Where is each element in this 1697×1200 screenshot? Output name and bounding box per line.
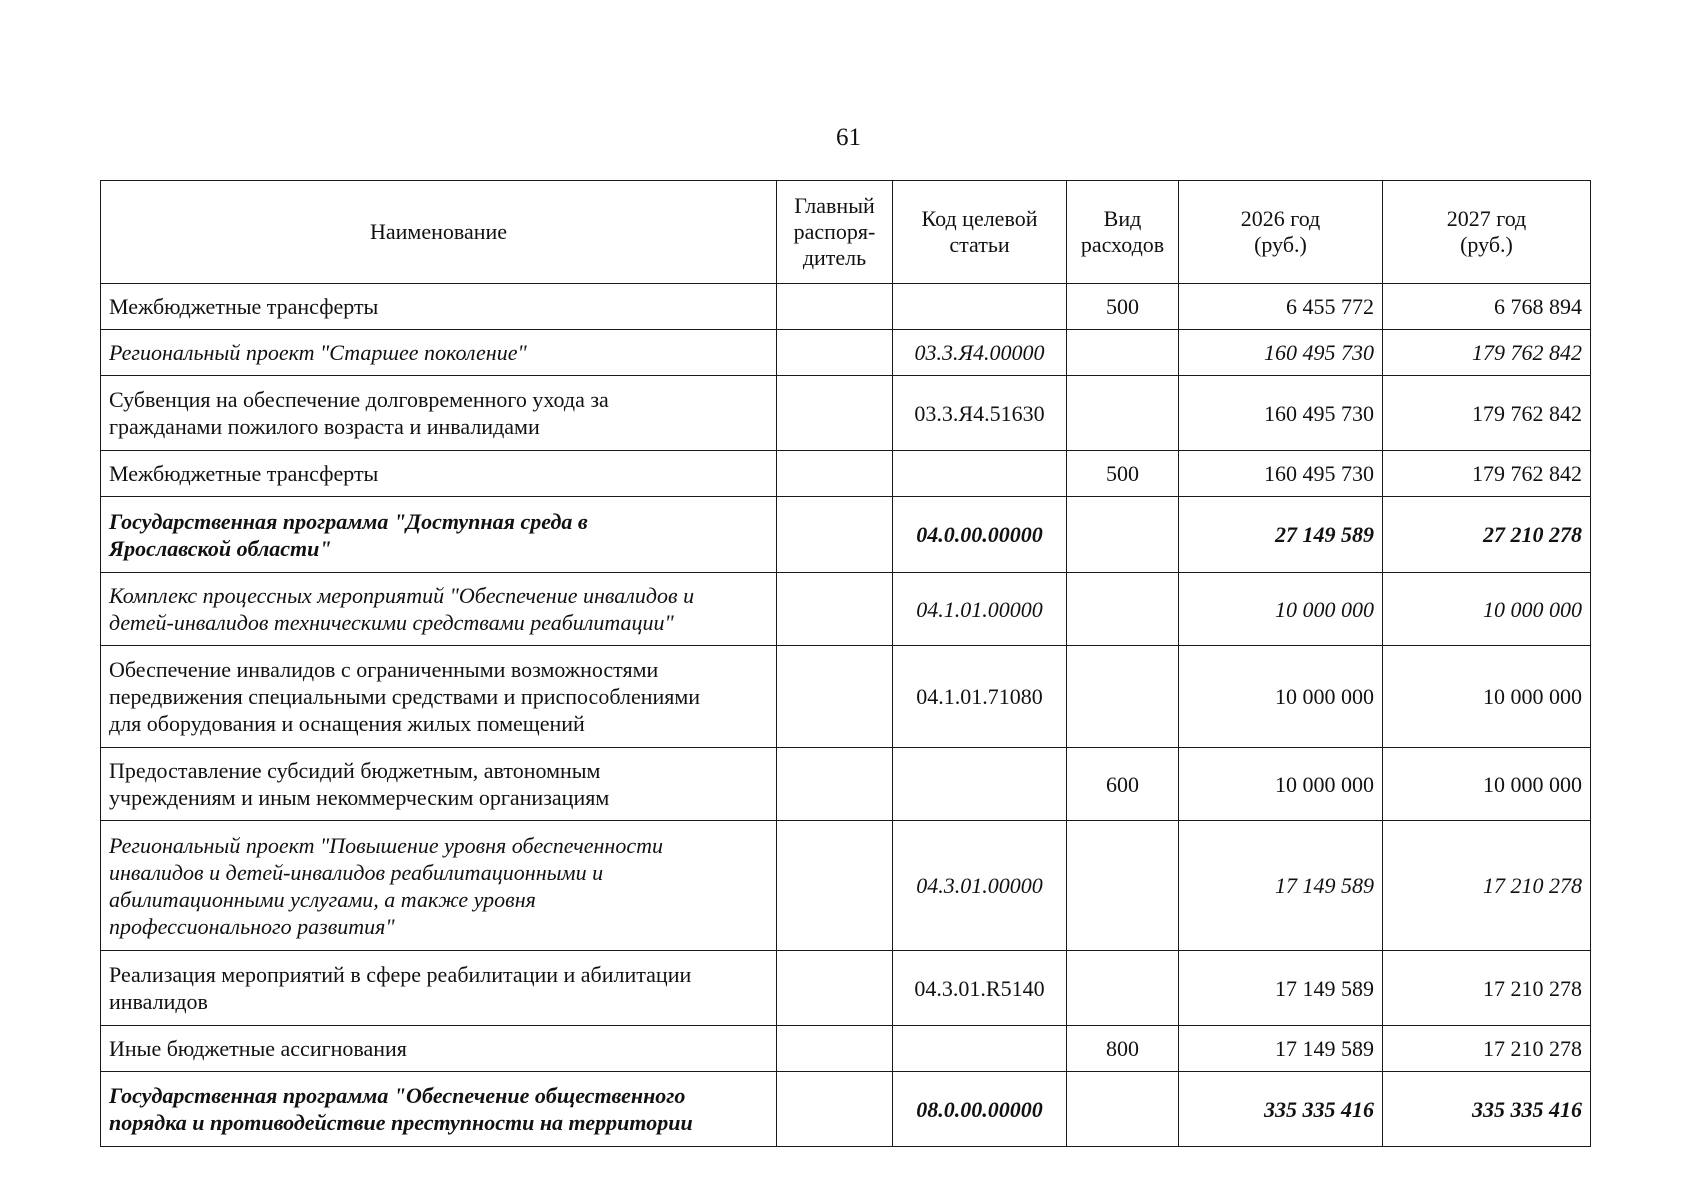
column-header-2027: 2027 год (руб.): [1383, 181, 1591, 284]
row-code: [893, 1026, 1067, 1072]
row-amount-2027: 10 000 000: [1383, 646, 1591, 748]
row-expense-type: [1067, 573, 1179, 646]
row-name: Субвенция на обеспечение долговременного ухода за гражданами пожилого возраста и инвалидами: [101, 376, 777, 451]
row-name: Межбюджетные трансферты: [101, 284, 777, 330]
row-code: 04.0.00.00000: [893, 497, 1067, 573]
table-row: [101, 646, 1591, 748]
row-amount-2026: 10 000 000: [1179, 748, 1383, 821]
row-name: Государственная программа "Доступная среда в Ярославской области": [101, 497, 777, 573]
row-name: Государственная программа "Обеспечение общественного порядка и противодействие преступности на территории: [101, 1072, 777, 1147]
row-manager: [777, 1026, 893, 1072]
row-amount-2026: 17 149 589: [1179, 951, 1383, 1026]
row-amount-2027: 17 210 278: [1383, 951, 1591, 1026]
table-row: [101, 821, 1591, 951]
row-amount-2026: 10 000 000: [1179, 646, 1383, 748]
row-name: Реализация мероприятий в сфере реабилитации и абилитации инвалидов: [101, 951, 777, 1026]
table-header-row: [101, 181, 1591, 284]
row-code: 04.3.01.00000: [893, 821, 1067, 951]
column-header-expense-type: Вид расходов: [1067, 181, 1179, 284]
row-name: Региональный проект "Старшее поколение": [101, 330, 777, 376]
row-amount-2026: 160 495 730: [1179, 330, 1383, 376]
row-name: Предоставление субсидий бюджетным, автономным учреждениям и иным некоммерческим организациям: [101, 748, 777, 821]
row-code: [893, 451, 1067, 497]
row-expense-type: 500: [1067, 451, 1179, 497]
row-name: Комплекс процессных мероприятий "Обеспечение инвалидов и детей-инвалидов техническими средствами реабилитации": [101, 573, 777, 646]
table-row: [101, 748, 1591, 821]
row-amount-2026: 6 455 772: [1179, 284, 1383, 330]
row-code: 03.3.Я4.51630: [893, 376, 1067, 451]
row-manager: [777, 821, 893, 951]
column-header-manager: Главный распоря- дитель: [777, 181, 893, 284]
row-amount-2026: 160 495 730: [1179, 376, 1383, 451]
row-expense-type: [1067, 376, 1179, 451]
row-code: 04.1.01.00000: [893, 573, 1067, 646]
row-code: [893, 284, 1067, 330]
row-code: 04.3.01.R5140: [893, 951, 1067, 1026]
row-amount-2027: 335 335 416: [1383, 1072, 1591, 1147]
column-header-2026: 2026 год (руб.): [1179, 181, 1383, 284]
row-name: Иные бюджетные ассигнования: [101, 1026, 777, 1072]
row-expense-type: [1067, 1072, 1179, 1147]
row-amount-2027: 179 762 842: [1383, 330, 1591, 376]
row-amount-2027: 179 762 842: [1383, 451, 1591, 497]
row-expense-type: [1067, 646, 1179, 748]
row-manager: [777, 573, 893, 646]
table-row: [101, 1026, 1591, 1072]
row-amount-2027: 17 210 278: [1383, 1026, 1591, 1072]
row-amount-2026: 17 149 589: [1179, 821, 1383, 951]
table-row: [101, 497, 1591, 573]
row-manager: [777, 646, 893, 748]
row-code: 08.0.00.00000: [893, 1072, 1067, 1147]
column-header-code: Код целевой статьи: [893, 181, 1067, 284]
row-expense-type: 800: [1067, 1026, 1179, 1072]
row-manager: [777, 284, 893, 330]
row-manager: [777, 748, 893, 821]
row-amount-2027: 179 762 842: [1383, 376, 1591, 451]
row-manager: [777, 330, 893, 376]
row-manager: [777, 451, 893, 497]
row-code: 03.3.Я4.00000: [893, 330, 1067, 376]
table-row: [101, 1072, 1591, 1147]
row-amount-2026: 335 335 416: [1179, 1072, 1383, 1147]
row-manager: [777, 376, 893, 451]
row-manager: [777, 951, 893, 1026]
table-row: [101, 951, 1591, 1026]
row-amount-2026: 10 000 000: [1179, 573, 1383, 646]
table-row: [101, 573, 1591, 646]
row-name: Региональный проект "Повышение уровня обеспеченности инвалидов и детей-инвалидов реабилитационными и абилитационными услугами, а также уровня профессионального развития": [101, 821, 777, 951]
page-number: 61: [836, 124, 861, 151]
row-amount-2027: 17 210 278: [1383, 821, 1591, 951]
row-expense-type: 500: [1067, 284, 1179, 330]
row-expense-type: [1067, 330, 1179, 376]
row-manager: [777, 497, 893, 573]
row-manager: [777, 1072, 893, 1147]
row-amount-2027: 6 768 894: [1383, 284, 1591, 330]
row-amount-2026: 160 495 730: [1179, 451, 1383, 497]
row-name: Обеспечение инвалидов с ограниченными возможностями передвижения специальными средствами и приспособлениями для оборудования и оснащения жилых помещений: [101, 646, 777, 748]
row-expense-type: [1067, 951, 1179, 1026]
row-code: 04.1.01.71080: [893, 646, 1067, 748]
table-row: [101, 284, 1591, 330]
row-amount-2026: 27 149 589: [1179, 497, 1383, 573]
table-row: [101, 451, 1591, 497]
column-header-name: Наименование: [101, 181, 777, 284]
row-amount-2026: 17 149 589: [1179, 1026, 1383, 1072]
row-amount-2027: 10 000 000: [1383, 748, 1591, 821]
table-row: [101, 330, 1591, 376]
row-code: [893, 748, 1067, 821]
row-amount-2027: 27 210 278: [1383, 497, 1591, 573]
row-expense-type: 600: [1067, 748, 1179, 821]
row-expense-type: [1067, 497, 1179, 573]
budget-table: [100, 180, 1591, 1147]
row-amount-2027: 10 000 000: [1383, 573, 1591, 646]
row-name: Межбюджетные трансферты: [101, 451, 777, 497]
table-row: [101, 376, 1591, 451]
row-expense-type: [1067, 821, 1179, 951]
